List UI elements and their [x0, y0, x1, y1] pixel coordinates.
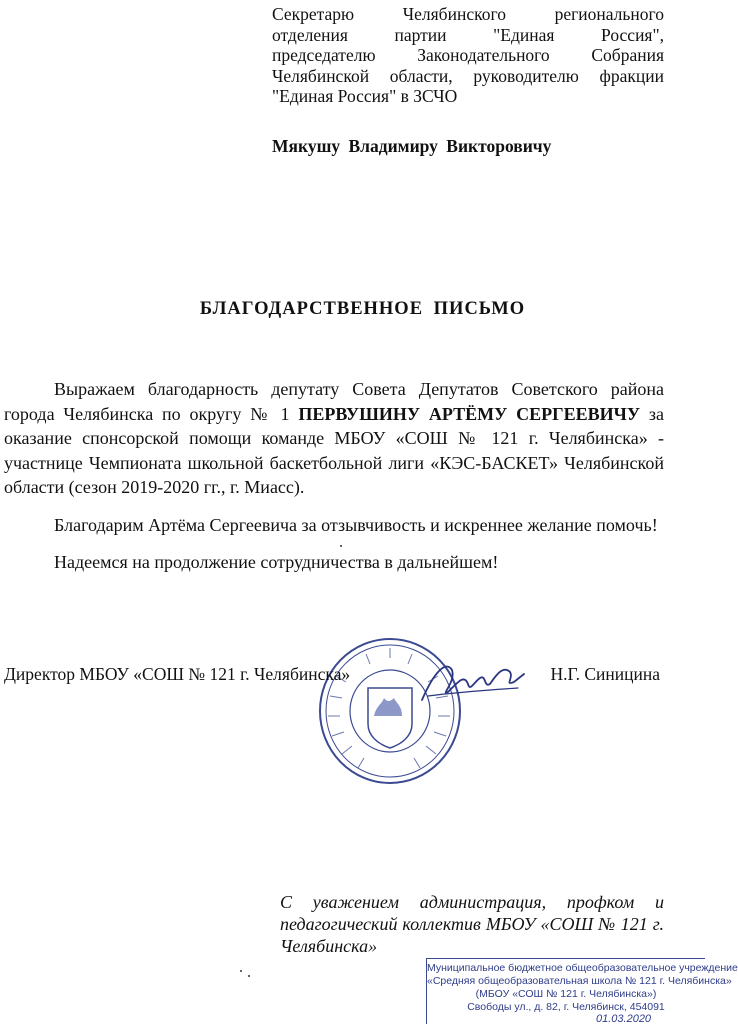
director-name: Н.Г. Синицина [550, 664, 660, 684]
addressee-line: отделения партии "Единая Россия", [272, 24, 664, 45]
closing-regards: С уважением администрация, профком и педагогический коллектив МБОУ «СОШ № 121 г. Челябинска» [280, 892, 664, 956]
paragraph-text: Выражаем благодарность депутату Совета Депутатов Советского района города Челябинска по округу № 1 [4, 379, 664, 424]
stamp-line: «Средняя общеобразовательная школа № 121 г. Челябинска» [427, 975, 732, 987]
stamp-line: Муниципальное бюджетное общеобразовательное учреждение [427, 962, 738, 974]
scan-speck [340, 545, 342, 547]
paragraph-thanks: Благодарим Артёма Сергеевича за отзывчивость и искреннее желание помочь! [54, 514, 658, 535]
stamp-line: (МБОУ «СОШ № 121 г. Челябинска») [475, 988, 657, 1000]
stamp-line: Свободы ул., д. 82, г. Челябинск, 454091 [467, 1001, 665, 1013]
director-position: Директор МБОУ «СОШ № 121 г. Челябинска» [4, 664, 351, 684]
school-address-stamp [426, 958, 738, 1024]
recipient-name: ПЕРВУШИНУ АРТЁМУ СЕРГЕЕВИЧУ [298, 403, 641, 424]
addressee-block [272, 4, 664, 107]
addressee-line: "Единая Россия" в ЗСЧО [272, 86, 458, 106]
paragraph-text: за оказание спонсорской помощи команде МБОУ «СОШ № 121 г. Челябинска» - участнице Чемпионата школьной баскетбольной лиги «КЭС-БАСКЕТ» Челябинской области (сезон 2019-2020 гг., г. Миасс). [4, 403, 664, 497]
addressee-line: председателю Законодательного Собрания [272, 45, 664, 65]
paragraph-hope: Надеемся на продолжение сотрудничества в дальнейшем! [54, 552, 499, 572]
letter-title: БЛАГОДАРСТВЕННОЕ ПИСЬМО [199, 299, 526, 319]
addressee-line: Секретарю Челябинского регионального [272, 4, 664, 24]
scan-speck [248, 975, 250, 977]
letter-body [4, 377, 664, 575]
signature-row [4, 664, 660, 685]
addressee-name: Мякушу Владимиру Викторовичу [272, 136, 552, 156]
paragraph-gratitude [4, 377, 664, 500]
addressee-line: Челябинской области, руководителю фракции [272, 65, 664, 86]
scan-speck [240, 970, 242, 972]
stamp-date: 01.03.2020 [596, 1013, 652, 1025]
